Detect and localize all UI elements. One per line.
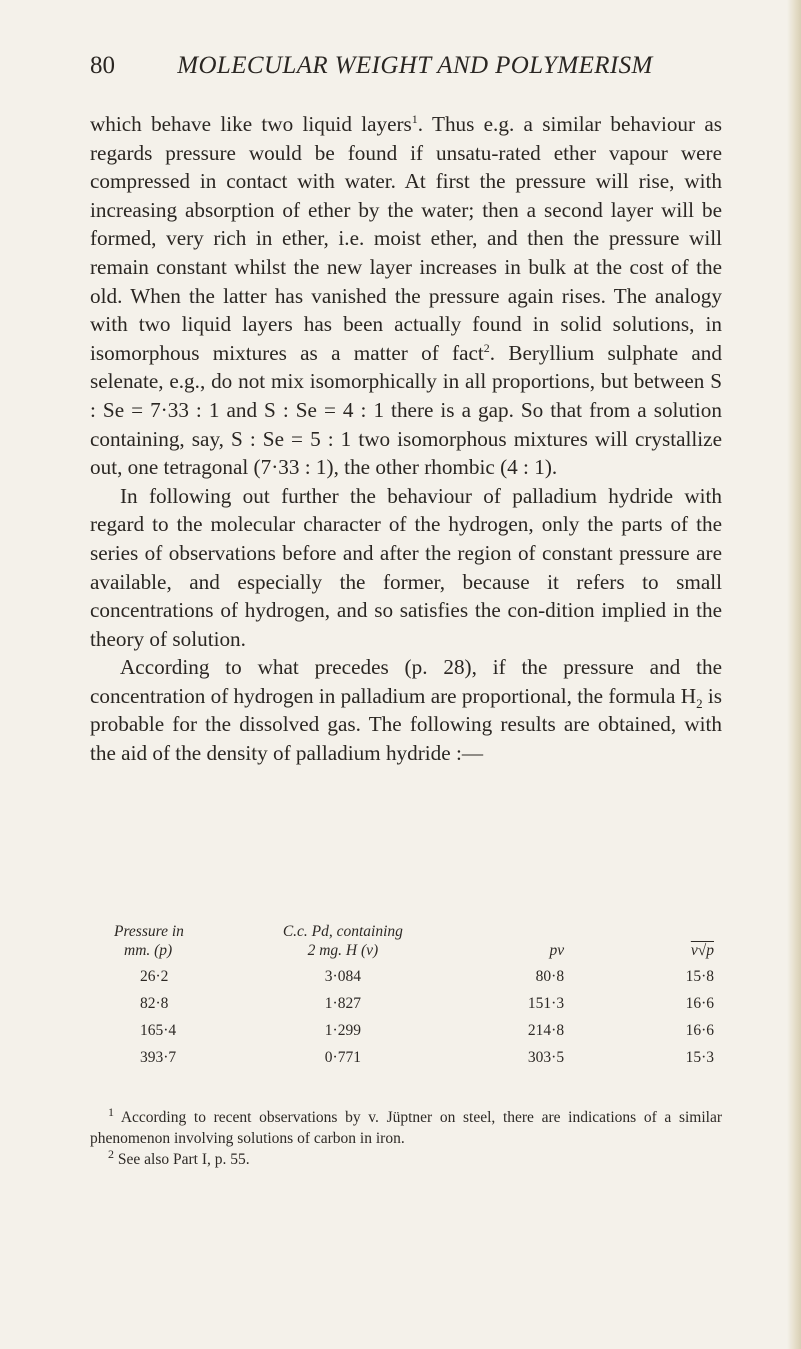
footnote-text: According to recent observations by v. Jüptner on steel, there are indications of a similar phenomenon involving solutions of carbon in iron. <box>90 1109 722 1147</box>
cell-volume: 1·827 <box>324 995 361 1012</box>
table-row <box>114 1018 714 1045</box>
cell-pressure: 82·8 <box>140 995 169 1012</box>
paragraph-text: . Beryllium sulphate and selenate, e.g., do not mix isomorphically in all proportions, but between S : Se = 7·33 : 1 and S : Se = 4 : 1 there is a gap. So that from a solution containing, say, S : Se = 5 : 1 two isomorphous mixtures will crystallize out, one tetragonal (7·33 : 1), the other rhombic (4 : 1). <box>90 340 722 480</box>
cell-pressure: 26·2 <box>140 968 169 985</box>
table-row <box>114 964 714 991</box>
footnote-ref-2: 2 <box>483 340 490 355</box>
paragraph-2: In following out further the behaviour of palladium hydride with regard to the molecular character of the hydrogen, only the parts of the series of observations before and after the region of constant pressure are available, and especially the former, because it refers to small concentrations of hydrogen, and so satisfies the con-dition implied in the theory of solution. <box>90 483 722 651</box>
footnote-text: See also Part I, p. 55. <box>117 1151 250 1168</box>
col-header-volume <box>262 922 423 964</box>
paragraph-text: . Thus e.g. a similar behaviour as regards pressure would be found if unsatu-rated ether vapour were compressed in contact with water. At first the pressure will rise, with increasing absorption of ether by the water; then a second layer will be formed, very rich in ether, i.e. moist ether, and then the pressure will remain constant whilst the new layer increases in bulk at the cost of the old. When the latter has vanished the pressure again rises. The analogy with two liquid layers has been actually found in solid solutions, in isomorphous mixtures as a matter of fact <box>90 112 723 365</box>
footnote-1 <box>90 1104 722 1149</box>
cell-volume: 1·299 <box>324 1022 361 1039</box>
table-header-row <box>114 922 714 964</box>
col-header-pv: pv <box>549 942 565 959</box>
running-title: MOLECULAR WEIGHT AND POLYMERISM <box>177 52 653 79</box>
body-text <box>90 110 722 768</box>
cell-volume: 3·084 <box>324 968 361 985</box>
cell-pv: 214·8 <box>527 1022 565 1039</box>
paragraph-text: which behave like two liquid layers <box>90 112 412 136</box>
paragraph-text: is probable for the dissolved gas. The following results are obtained, with the aid of the density of palladium hydride :— <box>90 683 722 766</box>
footnotes <box>90 1104 722 1170</box>
cell-vsqrtp: 16·6 <box>685 1022 714 1039</box>
table-row <box>114 991 714 1018</box>
col-header-line: v√p <box>690 942 714 959</box>
table-row <box>114 1045 714 1072</box>
cell-pressure: 165·4 <box>140 1022 177 1039</box>
col-header-vsqrtp <box>574 922 714 964</box>
cell-volume: 0·771 <box>324 1049 361 1066</box>
results-table <box>114 922 714 1072</box>
col-header-pressure <box>114 922 262 964</box>
col-header-line: mm. (p) <box>124 942 173 959</box>
cell-pv: 80·8 <box>535 968 565 985</box>
footnote-mark: 1 <box>108 1104 114 1119</box>
footnote-ref-1: 1 <box>411 111 418 126</box>
col-header-line: 2 mg. H (v) <box>307 942 379 959</box>
page-header <box>90 52 720 92</box>
page-number: 80 <box>90 52 115 79</box>
cell-pressure: 393·7 <box>140 1049 177 1066</box>
hydrogen-subscript: 2 <box>696 696 703 712</box>
cell-vsqrtp: 15·8 <box>685 968 714 985</box>
cell-pv: 303·5 <box>527 1049 565 1066</box>
footnote-2 <box>90 1146 722 1170</box>
col-header-line: C.c. Pd, containing <box>282 923 403 940</box>
cell-pv: 151·3 <box>527 995 565 1012</box>
cell-vsqrtp: 16·6 <box>685 995 714 1012</box>
footnote-mark: 2 <box>108 1146 114 1161</box>
paragraph-text: According to what precedes (p. 28), if the pressure and the concentration of hydrogen in palladium are proportional, the formula H <box>90 655 722 708</box>
paragraph-3 <box>90 653 722 767</box>
paragraph-1 <box>90 110 722 482</box>
page-edge-shadow <box>787 0 801 1349</box>
col-header-line: Pressure in <box>114 923 184 940</box>
cell-vsqrtp: 15·3 <box>685 1049 714 1066</box>
